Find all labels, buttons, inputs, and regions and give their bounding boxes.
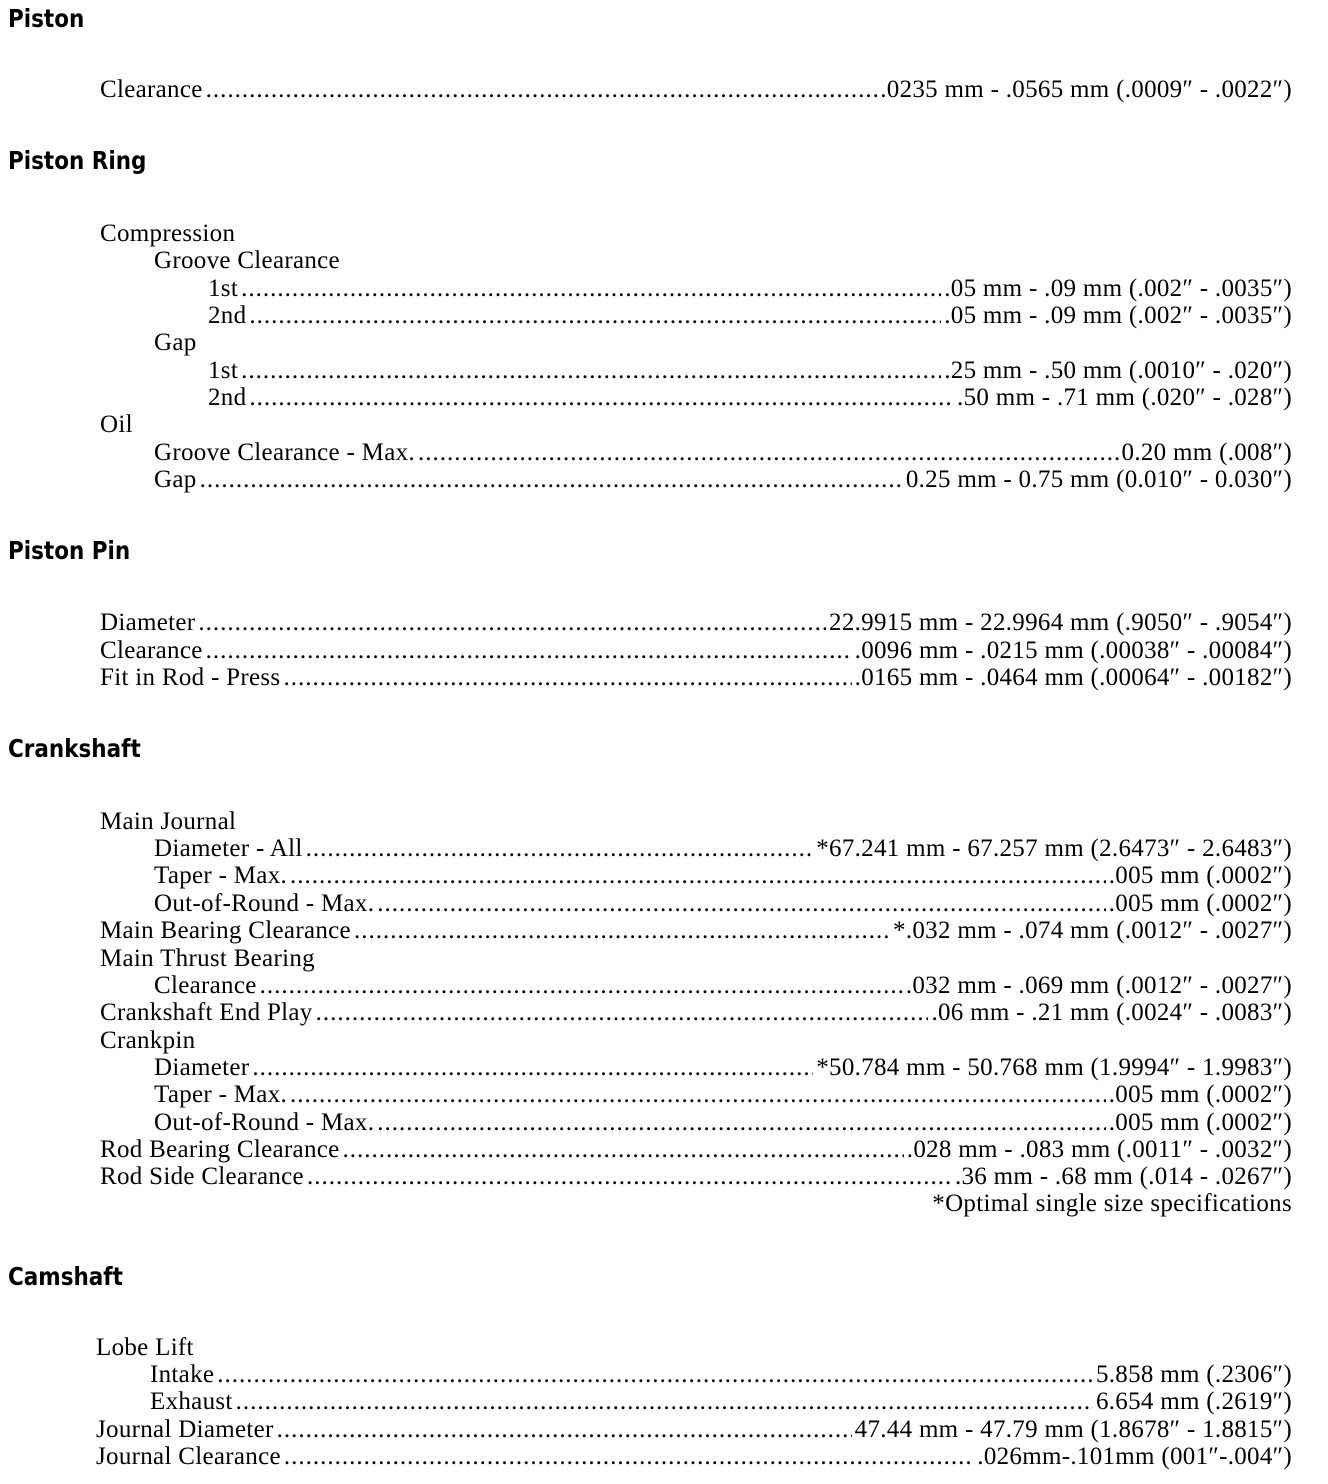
leader-dots: [249, 302, 941, 329]
spec-row-mj-taper: [154, 862, 1292, 889]
leader-dots: [418, 439, 1119, 466]
spec-row-oil-groove: [154, 439, 1292, 466]
leader-dots: [206, 76, 878, 103]
spec-row-exhaust: [150, 1388, 1292, 1415]
section-title-piston-ring: Piston Ring: [8, 146, 147, 175]
section-title-crankshaft: Crankshaft: [8, 734, 141, 763]
spec-label: Journal Diameter: [96, 1416, 274, 1443]
spec-value: 0.20 mm (.008″): [1121, 439, 1292, 466]
spec-value: 47.44 mm - 47.79 mm (1.8678″ - 1.8815″): [854, 1416, 1292, 1443]
leader-dots: [260, 972, 903, 999]
spec-label: Taper - Max.: [154, 1081, 288, 1108]
leader-dots: [206, 637, 852, 664]
spec-value: .0165 mm - .0464 mm (.00064″ - .00182″): [854, 664, 1292, 691]
spec-row-main-bearing: [100, 917, 1292, 944]
leader-dots: [241, 357, 941, 384]
spec-value: .50 mm - .71 mm (.020″ - .028″): [957, 384, 1292, 411]
spec-label: Diameter: [100, 609, 196, 636]
spec-label: Fit in Rod - Press: [100, 664, 281, 691]
spec-label: Clearance: [100, 637, 203, 664]
subheading-gap: Gap: [154, 329, 197, 356]
subheading-crankpin: Crankpin: [100, 1027, 196, 1054]
spec-label: 2nd: [208, 302, 247, 329]
spec-row-journal-diameter: [96, 1416, 1292, 1443]
leader-dots: [290, 862, 1106, 889]
spec-label: 1st: [208, 357, 239, 384]
spec-value: .0096 mm - .0215 mm (.00038″ - .00084″): [854, 637, 1292, 664]
leader-dots: [343, 1136, 904, 1163]
spec-value: 22.9915 mm - 22.9964 mm (.9050″ - .9054″): [829, 609, 1292, 636]
spec-row-pin-clearance: [100, 637, 1292, 664]
subheading-groove-clearance: Groove Clearance: [154, 247, 340, 274]
spec-row-groove-1st: [208, 275, 1292, 302]
spec-row-gap-2nd: [208, 384, 1292, 411]
leader-dots: [200, 466, 903, 493]
leader-dots: [277, 1416, 852, 1443]
spec-label: Out-of-Round - Max.: [154, 890, 375, 917]
spec-row-oil-gap: [154, 466, 1292, 493]
spec-label: Taper - Max.: [154, 862, 288, 889]
leader-dots: [290, 1081, 1106, 1108]
spec-row-cp-out-of-round: [154, 1109, 1292, 1136]
spec-row-gap-1st: [208, 357, 1292, 384]
spec-row-intake: [150, 1361, 1292, 1388]
leader-dots: [307, 1163, 952, 1190]
subheading-lobe-lift: Lobe Lift: [96, 1334, 194, 1361]
leader-dots: [316, 999, 929, 1026]
spec-value: .05 mm - .09 mm (.002″ - .0035″): [944, 275, 1292, 302]
leader-dots: [283, 664, 851, 691]
spec-row-mj-out-of-round: [154, 890, 1292, 917]
spec-value: 6.654 mm (.2619″): [1095, 1388, 1292, 1415]
spec-value: *50.784 mm - 50.768 mm (1.9994″ - 1.9983″): [816, 1054, 1292, 1081]
spec-value: .028 mm - .083 mm (.0011″ - .0032″): [906, 1136, 1292, 1163]
spec-label: Out-of-Round - Max.: [154, 1109, 375, 1136]
spec-label: Clearance: [154, 972, 257, 999]
spec-label: Clearance: [100, 76, 203, 103]
leader-dots: [252, 1054, 813, 1081]
spec-value: *67.241 mm - 67.257 mm (2.6473″ - 2.6483″): [816, 835, 1292, 862]
spec-value: 5.858 mm (.2306″): [1095, 1361, 1292, 1388]
leader-dots: [354, 917, 890, 944]
spec-row-mj-diameter: [154, 835, 1292, 862]
spec-row-rod-bearing: [100, 1136, 1292, 1163]
leader-dots: [198, 609, 826, 636]
leader-dots: [241, 275, 941, 302]
spec-row-rod-side: [100, 1163, 1292, 1190]
leader-dots: [249, 384, 954, 411]
leader-dots: [236, 1388, 1093, 1415]
spec-label: Gap: [154, 466, 197, 493]
spec-label: Diameter - All: [154, 835, 303, 862]
leader-dots: [284, 1443, 974, 1470]
leader-dots: [217, 1361, 1093, 1388]
spec-label: Main Bearing Clearance: [100, 917, 351, 944]
spec-row-journal-clearance: [96, 1443, 1292, 1470]
spec-label: Rod Bearing Clearance: [100, 1136, 340, 1163]
section-title-camshaft: Camshaft: [8, 1262, 123, 1291]
leader-dots: [377, 1109, 1105, 1136]
subheading-oil: Oil: [100, 411, 133, 438]
spec-row-pin-fit: [100, 664, 1292, 691]
spec-row-mt-clearance: [154, 972, 1292, 999]
spec-row-pin-diameter: [100, 609, 1292, 636]
spec-label: Diameter: [154, 1054, 250, 1081]
section-title-piston-pin: Piston Pin: [8, 536, 131, 565]
subheading-compression: Compression: [100, 220, 236, 247]
spec-value: .36 mm - .68 mm (.014 - .0267″): [954, 1163, 1292, 1190]
spec-row-groove-2nd: [208, 302, 1292, 329]
spec-row-end-play: [100, 999, 1292, 1026]
spec-row-piston-clearance: [100, 76, 1292, 103]
spec-label: 1st: [208, 275, 239, 302]
spec-value: .0235 mm - .0565 mm (.0009″ - .0022″): [880, 76, 1292, 103]
spec-value: .25 mm - .50 mm (.0010″ - .020″): [944, 357, 1292, 384]
spec-label: Exhaust: [150, 1388, 233, 1415]
spec-value: .026mm-.101mm (001″-.004″): [977, 1443, 1292, 1470]
spec-label: Rod Side Clearance: [100, 1163, 304, 1190]
leader-dots: [377, 890, 1105, 917]
spec-label: Crankshaft End Play: [100, 999, 313, 1026]
spec-row-cp-diameter: [154, 1054, 1292, 1081]
spec-label: Groove Clearance - Max.: [154, 439, 415, 466]
footnote: *Optimal single size specifications: [932, 1190, 1292, 1217]
spec-label: Journal Clearance: [96, 1443, 281, 1470]
spec-value: *.032 mm - .074 mm (.0012″ - .0027″): [893, 917, 1292, 944]
spec-value: .005 mm (.0002″): [1108, 1109, 1292, 1136]
spec-value: .005 mm (.0002″): [1108, 890, 1292, 917]
spec-value: .005 mm (.0002″): [1108, 862, 1292, 889]
spec-value: 0.25 mm - 0.75 mm (0.010″ - 0.030″): [905, 466, 1292, 493]
spec-value: .06 mm - .21 mm (.0024″ - .0083″): [931, 999, 1292, 1026]
spec-label: 2nd: [208, 384, 247, 411]
spec-value: .032 mm - .069 mm (.0012″ - .0027″): [905, 972, 1292, 999]
spec-value: .005 mm (.0002″): [1108, 1081, 1292, 1108]
leader-dots: [306, 835, 814, 862]
spec-label: Intake: [150, 1361, 215, 1388]
spec-row-cp-taper: [154, 1081, 1292, 1108]
subheading-main-thrust: Main Thrust Bearing: [100, 945, 315, 972]
subheading-main-journal: Main Journal: [100, 808, 237, 835]
section-title-piston: Piston: [8, 4, 85, 33]
spec-value: .05 mm - .09 mm (.002″ - .0035″): [944, 302, 1292, 329]
